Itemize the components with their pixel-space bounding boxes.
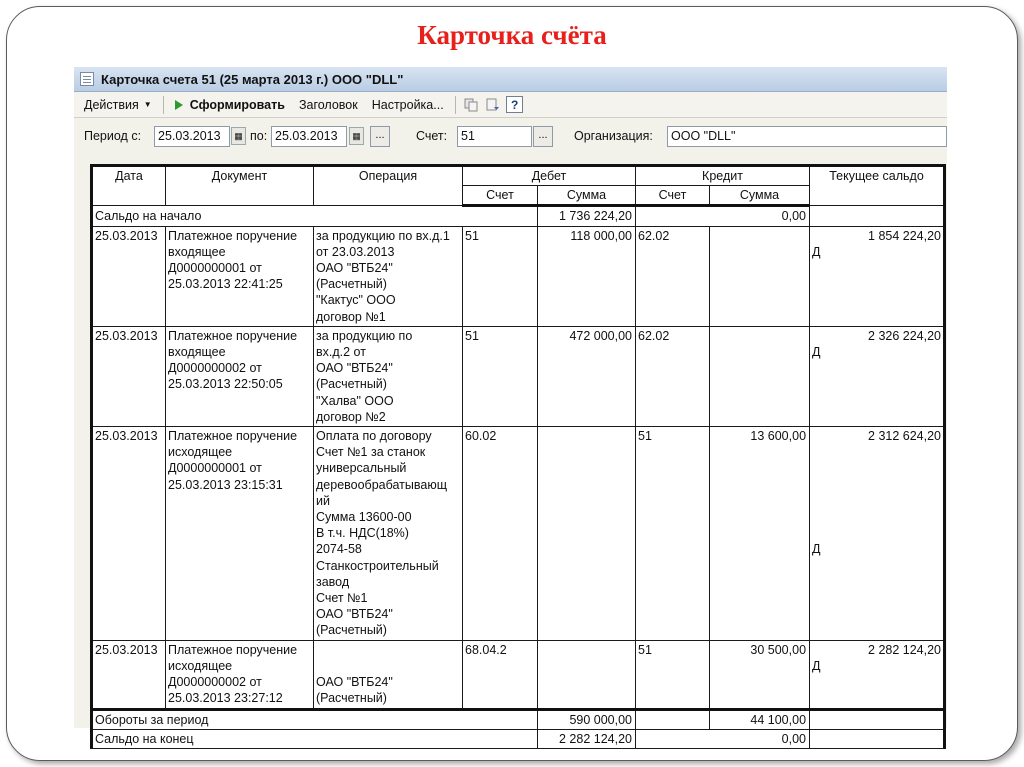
account-label: Счет: [416, 129, 448, 143]
actions-menu-button[interactable] [78, 95, 158, 115]
table-row [92, 326, 945, 426]
operation-line [316, 658, 460, 674]
period-select-button[interactable]: ... [370, 126, 390, 147]
row-credit-account: 62.02 [636, 226, 710, 326]
document-line: Платежное поручение [168, 642, 298, 657]
balance-debit-mark: Д [812, 658, 821, 673]
row-debit-account: 51 [463, 326, 538, 426]
document-line: 25.03.2013 23:15:31 [168, 477, 283, 492]
expand-icon[interactable] [483, 96, 503, 114]
header-button[interactable]: Заголовок [298, 97, 358, 112]
closing-balance-empty [810, 729, 945, 748]
row-document [166, 226, 314, 326]
table-row [92, 226, 945, 326]
row-credit-sum [710, 226, 810, 326]
row-debit-sum: 118 000,00 [538, 226, 636, 326]
turnover-debit-sum: 590 000,00 [538, 709, 636, 729]
document-line: входящее [168, 345, 226, 360]
closing-balance-row [92, 729, 945, 748]
report-window [74, 67, 947, 746]
operation-line: (Расчетный) [316, 691, 387, 706]
row-date: 25.03.2013 [92, 427, 166, 641]
operation-line [316, 642, 460, 658]
actions-label: Действия [84, 97, 139, 112]
row-date: 25.03.2013 [92, 226, 166, 326]
balance-value: 2 326 224,20 [868, 328, 942, 343]
slide-title: Карточка счёта [417, 20, 607, 50]
col-header-credit-account: Счет [636, 186, 710, 206]
document-line: 25.03.2013 22:41:25 [168, 277, 283, 292]
row-credit-sum: 13 600,00 [710, 427, 810, 641]
row-credit-sum [710, 326, 810, 426]
document-line: Д0000000001 от [168, 461, 262, 476]
organization-label: Организация: [574, 129, 653, 143]
operation-line: деревообрабатывающ [316, 477, 447, 492]
turnover-credit-sum: 44 100,00 [710, 709, 810, 729]
period-from-field[interactable]: 25.03.2013 [154, 126, 230, 147]
turnover-balance-empty [810, 709, 945, 729]
document-line: Платежное поручение [168, 328, 298, 343]
row-balance [810, 427, 945, 641]
operation-line: ОАО "ВТБ24" [316, 607, 393, 622]
row-debit-sum [538, 640, 636, 709]
row-operation [314, 427, 463, 641]
chevron-down-icon: ▼ [143, 100, 152, 109]
operation-line: ий [316, 493, 330, 508]
document-icon [80, 72, 94, 86]
account-select-button[interactable]: ... [533, 126, 553, 147]
operation-line: 2074-58 [316, 542, 362, 557]
document-line: Платежное поручение [168, 228, 298, 243]
operation-line: ОАО "ВТБ24" [316, 261, 393, 276]
help-button[interactable] [505, 96, 525, 114]
document-line: исходящее [168, 445, 233, 460]
toolbar-separator [455, 96, 456, 114]
period-to-label: по: [250, 129, 268, 143]
col-header-debit-account: Счет [463, 186, 538, 206]
window-titlebar [74, 67, 947, 92]
opening-balance-empty [810, 206, 945, 226]
row-credit-sum: 30 500,00 [710, 640, 810, 709]
closing-credit-sum: 0,00 [636, 729, 810, 748]
generate-button[interactable] [169, 95, 291, 115]
operation-line: В т.ч. НДС(18%) [316, 526, 409, 541]
settings-button[interactable]: Настройка... [371, 97, 444, 112]
toolbar [74, 92, 947, 118]
operation-line: ОАО "ВТБ24" [316, 361, 393, 376]
document-line: 25.03.2013 22:50:05 [168, 377, 283, 392]
col-header-credit: Кредит [636, 166, 810, 186]
organization-field[interactable]: ООО "DLL" [667, 126, 947, 147]
row-operation [314, 326, 463, 426]
window-title: Карточка счета 51 (25 марта 2013 г.) ООО "DLL" [101, 71, 404, 87]
account-card-table [90, 164, 946, 749]
row-operation [314, 226, 463, 326]
period-to-field[interactable]: 25.03.2013 [271, 126, 347, 147]
operation-line: завод [316, 574, 350, 589]
col-header-operation: Операция [314, 166, 463, 206]
row-balance [810, 226, 945, 326]
closing-balance-label: Сальдо на конец [92, 729, 538, 748]
copy-icon[interactable] [461, 96, 481, 114]
operation-line: договор №1 [316, 309, 386, 324]
opening-debit-sum: 1 736 224,20 [538, 206, 636, 226]
row-debit-account: 51 [463, 226, 538, 326]
help-icon: ? [506, 96, 523, 113]
operation-line: вх.д.2 от [316, 345, 366, 360]
operation-line: универсальный [316, 461, 407, 476]
operation-line: (Расчетный) [316, 277, 387, 292]
row-balance [810, 326, 945, 426]
operation-line: договор №2 [316, 409, 386, 424]
period-from-label: Период с: [84, 129, 142, 143]
row-debit-account: 60.02 [463, 427, 538, 641]
toolbar-separator [163, 96, 164, 114]
row-debit-sum [538, 427, 636, 641]
row-document [166, 640, 314, 709]
row-credit-account: 51 [636, 427, 710, 641]
row-credit-account: 62.02 [636, 326, 710, 426]
operation-line: от 23.03.2013 [316, 244, 395, 259]
table-row [92, 640, 945, 709]
operation-line: (Расчетный) [316, 623, 387, 638]
document-line: Платежное поручение [168, 429, 298, 444]
balance-value: 1 854 224,20 [868, 228, 942, 243]
turnover-credit-account [636, 709, 710, 729]
opening-credit-sum: 0,00 [636, 206, 810, 226]
row-date: 25.03.2013 [92, 640, 166, 709]
account-field[interactable]: 51 [457, 126, 532, 147]
operation-line: ОАО "ВТБ24" [316, 675, 393, 690]
document-line: Д0000000002 от [168, 675, 262, 690]
document-line: Д0000000001 от [168, 261, 262, 276]
operation-line: Станкостроительный [316, 558, 439, 573]
operation-line: Сумма 13600-00 [316, 510, 412, 525]
row-document [166, 326, 314, 426]
operation-line: Оплата по договору [316, 429, 432, 444]
opening-balance-row [92, 206, 945, 226]
closing-debit-sum: 2 282 124,20 [538, 729, 636, 748]
balance-value: 2 282 124,20 [868, 642, 942, 657]
turnover-row [92, 709, 945, 729]
turnover-label: Обороты за период [92, 709, 538, 729]
calendar-icon[interactable]: ▦ [349, 127, 364, 145]
col-header-credit-sum: Сумма [710, 186, 810, 206]
row-date: 25.03.2013 [92, 326, 166, 426]
operation-line: "Кактус" ООО [316, 293, 396, 308]
row-debit-sum: 472 000,00 [538, 326, 636, 426]
operation-line: Счет №1 [316, 591, 368, 606]
col-header-debit: Дебет [463, 166, 636, 186]
col-header-date: Дата [92, 166, 166, 206]
row-credit-account: 51 [636, 640, 710, 709]
filter-bar [74, 118, 947, 154]
document-line: 25.03.2013 23:27:12 [168, 691, 283, 706]
row-balance [810, 640, 945, 709]
balance-debit-mark: Д [812, 345, 821, 360]
operation-line: Счет №1 за станок [316, 445, 426, 460]
col-header-debit-sum: Сумма [538, 186, 636, 206]
operation-line: "Халва" ООО [316, 393, 394, 408]
table-row [92, 427, 945, 641]
row-document [166, 427, 314, 641]
document-line: входящее [168, 244, 226, 259]
calendar-icon[interactable]: ▦ [231, 127, 246, 145]
balance-debit-mark: Д [812, 244, 821, 259]
operation-line: (Расчетный) [316, 377, 387, 392]
operation-line: за продукцию по вх.д.1 [316, 228, 450, 243]
row-debit-account: 68.04.2 [463, 640, 538, 709]
operation-line: за продукцию по [316, 328, 413, 343]
col-header-document: Документ [166, 166, 314, 206]
col-header-balance: Текущее сальдо [810, 166, 945, 206]
row-operation [314, 640, 463, 709]
generate-label: Сформировать [189, 97, 285, 112]
document-line: Д0000000002 от [168, 361, 262, 376]
balance-value: 2 312 624,20 [868, 429, 942, 444]
balance-debit-mark: Д [812, 542, 821, 557]
document-line: исходящее [168, 658, 233, 673]
table-header-row [92, 166, 945, 186]
opening-balance-label: Сальдо на начало [92, 206, 538, 226]
play-icon [175, 100, 183, 110]
